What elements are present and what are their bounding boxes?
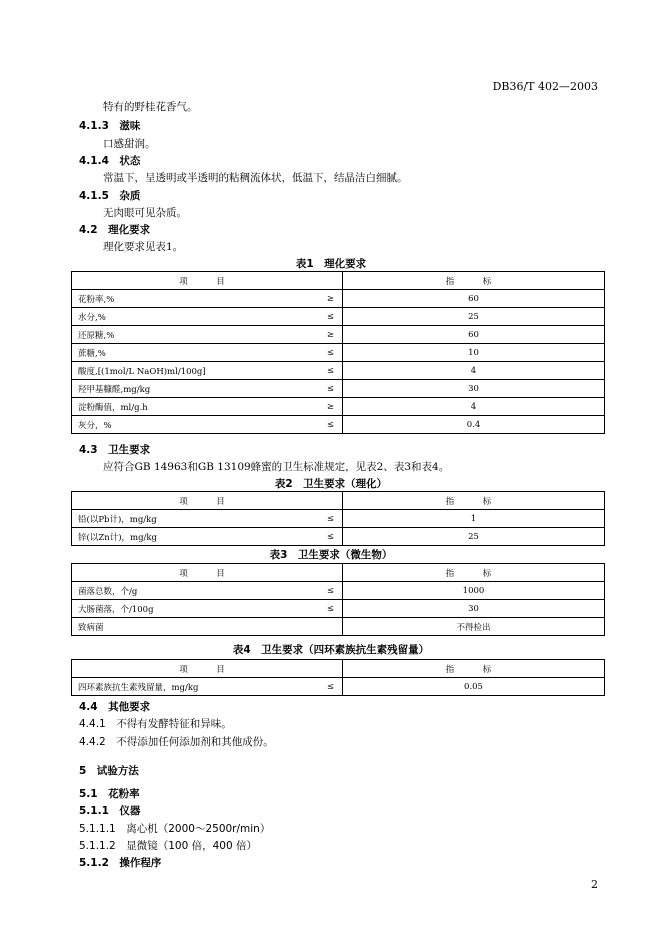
value-cell: 0.4 <box>343 416 605 434</box>
table-row <box>72 398 605 416</box>
table-row <box>72 362 605 380</box>
table-row <box>72 510 605 528</box>
document-code: DB36/T 402—2003 <box>492 80 598 93</box>
operator-cell: ≥ <box>314 290 343 308</box>
paragraph: 常温下，呈透明或半透明的粘稠流体状，低温下，结晶洁白细腻。 <box>103 172 408 184</box>
table-row <box>72 600 605 618</box>
operator-cell: ≤ <box>314 678 343 696</box>
column-header-value: 指 标 <box>343 564 605 582</box>
operator-cell: ≤ <box>314 416 343 434</box>
value-cell: 25 <box>343 528 605 546</box>
table3-caption: 表3 卫生要求（微生物） <box>269 549 393 561</box>
paragraph: 应符合GB 14963和GB 13109蜂蜜的卫生标准规定，见表2、表3和表4。 <box>103 461 450 473</box>
value-cell: 4 <box>343 398 605 416</box>
section-heading: 4.2 理化要求 <box>79 224 151 236</box>
operator-cell <box>314 618 343 636</box>
chapter-heading: 5 试验方法 <box>79 765 139 777</box>
paragraph: 口感甜润。 <box>103 138 156 150</box>
table-row <box>72 618 605 636</box>
value-cell: 1000 <box>343 582 605 600</box>
section-heading: 5.1 花粉率 <box>79 788 140 800</box>
paragraph: 无肉眼可见杂质。 <box>103 207 187 219</box>
item-cell: 铅(以Pb计)，mg/kg <box>72 510 315 528</box>
table2 <box>71 491 605 546</box>
operator-cell: ≤ <box>314 380 343 398</box>
column-header-value: 指 标 <box>343 492 605 510</box>
item-cell: 羟甲基糠醛,mg/kg <box>72 380 315 398</box>
table-header-row <box>72 492 605 510</box>
section-heading: 5.1.1 仪器 <box>79 805 141 817</box>
item-cell: 灰分，% <box>72 416 315 434</box>
table-row <box>72 308 605 326</box>
column-header-item: 项 目 <box>72 660 343 678</box>
table-row <box>72 528 605 546</box>
value-cell: 不得检出 <box>343 618 605 636</box>
operator-cell: ≥ <box>314 326 343 344</box>
item-cell: 花粉率,% <box>72 290 315 308</box>
table3 <box>71 563 605 636</box>
operator-cell: ≤ <box>314 308 343 326</box>
table-row <box>72 290 605 308</box>
paragraph: 特有的野桂花香气。 <box>103 101 198 113</box>
operator-cell: ≤ <box>314 362 343 380</box>
item-cell: 四环素族抗生素残留量，mg/kg <box>72 678 315 696</box>
table4 <box>71 659 605 696</box>
item-cell: 大肠菌落，个/100g <box>72 600 315 618</box>
paragraph: 理化要求见表1。 <box>103 241 184 253</box>
column-header-item: 项 目 <box>72 564 343 582</box>
table1 <box>71 271 605 434</box>
table4-caption: 表4 卫生要求（四环素族抗生素残留量） <box>232 644 430 656</box>
value-cell: 30 <box>343 380 605 398</box>
column-header-item: 项 目 <box>72 272 343 290</box>
section-heading: 5.1.2 操作程序 <box>79 857 162 869</box>
value-cell: 25 <box>343 308 605 326</box>
clause-text: 4.4.2 不得添加任何添加剂和其他成份。 <box>79 736 274 748</box>
value-cell: 0.05 <box>343 678 605 696</box>
value-cell: 60 <box>343 326 605 344</box>
section-heading: 4.1.4 状态 <box>79 155 141 167</box>
section-heading: 4.3 卫生要求 <box>79 444 151 456</box>
value-cell: 60 <box>343 290 605 308</box>
value-cell: 10 <box>343 344 605 362</box>
item-cell: 菌落总数，个/g <box>72 582 315 600</box>
page-number: 2 <box>591 878 598 891</box>
value-cell: 4 <box>343 362 605 380</box>
section-heading: 4.4 其他要求 <box>79 701 151 713</box>
operator-cell: ≤ <box>314 344 343 362</box>
operator-cell: ≤ <box>314 528 343 546</box>
table1-caption: 表1 理化要求 <box>295 258 367 270</box>
item-cell: 致病菌 <box>72 618 315 636</box>
item-cell: 水分,% <box>72 308 315 326</box>
operator-cell: ≤ <box>314 510 343 528</box>
operator-cell: ≤ <box>314 582 343 600</box>
table-row <box>72 326 605 344</box>
table-row <box>72 380 605 398</box>
table-header-row <box>72 660 605 678</box>
value-cell: 1 <box>343 510 605 528</box>
table-row <box>72 416 605 434</box>
clause-text: 5.1.1.1 离心机（2000～2500r/min） <box>79 823 271 835</box>
column-header-item: 项 目 <box>72 492 343 510</box>
operator-cell: ≥ <box>314 398 343 416</box>
table-row <box>72 582 605 600</box>
column-header-value: 指 标 <box>343 272 605 290</box>
table2-caption: 表2 卫生要求（理化） <box>274 478 388 490</box>
item-cell: 锌(以Zn计)，mg/kg <box>72 528 315 546</box>
clause-text: 5.1.1.2 显微镜（100 倍，400 倍） <box>79 840 257 852</box>
table-row <box>72 678 605 696</box>
clause-text: 4.4.1 不得有发酵特征和异味。 <box>79 718 232 730</box>
section-heading: 4.1.3 滋味 <box>79 120 141 132</box>
operator-cell: ≤ <box>314 600 343 618</box>
item-cell: 淀粉酶值，ml/g.h <box>72 398 315 416</box>
item-cell: 酸度,[(1mol/L NaOH)ml/100g] <box>72 362 315 380</box>
section-heading: 4.1.5 杂质 <box>79 190 141 202</box>
item-cell: 还原糖,% <box>72 326 315 344</box>
item-cell: 蔗糖,% <box>72 344 315 362</box>
column-header-value: 指 标 <box>343 660 605 678</box>
table-header-row <box>72 272 605 290</box>
table-row <box>72 344 605 362</box>
table-header-row <box>72 564 605 582</box>
value-cell: 30 <box>343 600 605 618</box>
